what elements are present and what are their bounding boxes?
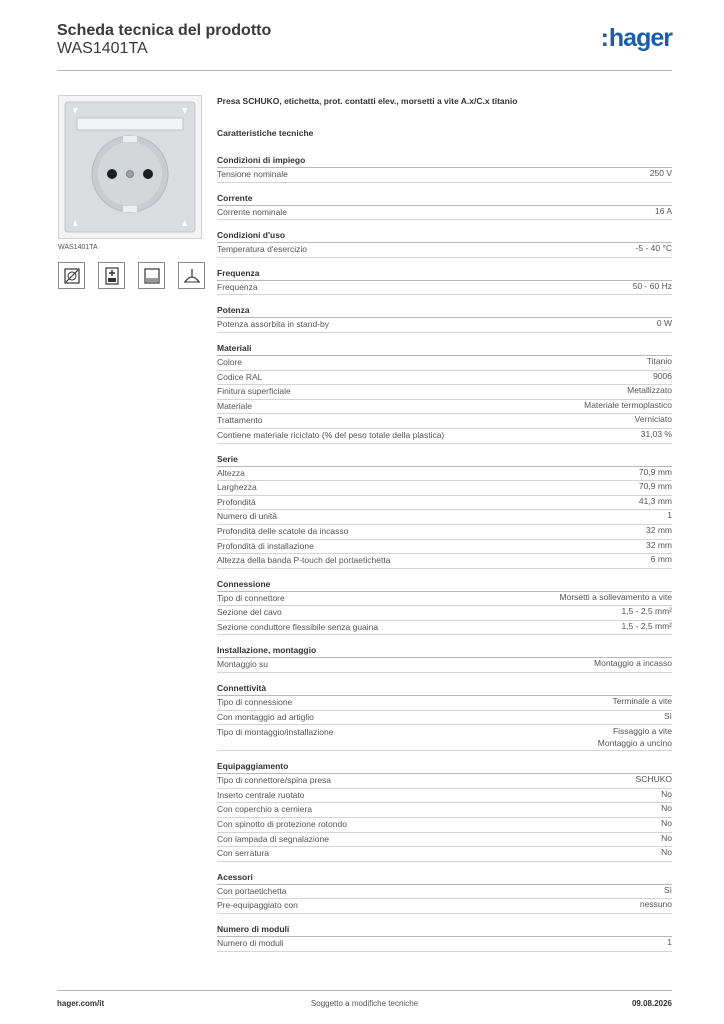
- spec-row: [217, 510, 672, 525]
- spec-value: [667, 510, 672, 524]
- spec-label: Con lampada di segnalazione: [217, 833, 329, 844]
- spec-value: [639, 496, 672, 510]
- spec-value: [560, 592, 672, 606]
- spec-value-line: Montaggio a uncino: [597, 737, 672, 748]
- spec-section: [217, 342, 672, 444]
- spec-value-line: Sì: [663, 884, 672, 895]
- spec-value: [655, 206, 672, 220]
- spec-value: [594, 658, 672, 672]
- spec-section: [217, 453, 672, 569]
- spec-value-line: No: [661, 847, 672, 858]
- spec-label: Pre-equipaggiato con: [217, 900, 298, 911]
- spec-value: [636, 774, 672, 788]
- product-image: [58, 95, 202, 239]
- product-code: WAS1401TA: [57, 40, 148, 57]
- spec-label: Montaggio su: [217, 659, 269, 670]
- spec-row: [217, 385, 672, 400]
- spec-row: [217, 725, 672, 751]
- spec-value-line: nessuno: [639, 899, 672, 910]
- page-title: Scheda tecnica del prodotto: [57, 22, 272, 39]
- spec-row: [217, 467, 672, 482]
- spec-row: [217, 789, 672, 804]
- spec-value-line: Terminale a vite: [612, 696, 672, 707]
- spec-value-line: No: [661, 803, 672, 814]
- spec-row: [217, 818, 672, 833]
- spec-label: Altezza: [217, 467, 245, 478]
- spec-label: Materiale: [217, 400, 252, 411]
- spec-value-line: Morsetti a sollevamento a vite: [559, 591, 672, 602]
- screw-terminal-icon: [178, 262, 205, 289]
- spec-label: Con serratura: [217, 848, 269, 859]
- spec-label: Finitura superficiale: [217, 386, 291, 397]
- spec-value: [627, 385, 672, 399]
- spec-row: [217, 496, 672, 511]
- spec-row: [217, 400, 672, 415]
- spec-value: [639, 481, 672, 495]
- spec-row: [217, 592, 672, 607]
- spec-value: [636, 243, 672, 257]
- section-title: Serie: [217, 453, 672, 467]
- footer-website: hager.com/it: [57, 999, 105, 1008]
- spec-value-line: Verniciato: [634, 414, 672, 425]
- image-caption: WAS1401TA: [58, 244, 98, 251]
- spec-label: Inserto centrale ruotato: [217, 789, 305, 800]
- spec-row: [217, 481, 672, 496]
- spec-value-line: Montaggio a incasso: [594, 658, 672, 669]
- section-title: Potenza: [217, 304, 672, 318]
- spec-row: [217, 318, 672, 333]
- spec-row: [217, 206, 672, 221]
- spec-row: [217, 774, 672, 789]
- spec-label: Profondità delle scatole da incasso: [217, 525, 349, 536]
- spec-row: [217, 885, 672, 900]
- hager-logo: :hager: [600, 24, 672, 52]
- spec-section: [217, 871, 672, 914]
- spec-value: [633, 281, 672, 295]
- spec-sections: [217, 154, 672, 952]
- section-title: Connettività: [217, 682, 672, 696]
- footer-date: 09.08.2026: [631, 999, 672, 1008]
- spec-value: [639, 467, 672, 481]
- spec-value: [640, 899, 672, 913]
- spec-row: [217, 281, 672, 296]
- spec-row: [217, 658, 672, 673]
- section-title: Condizioni d'uso: [217, 229, 672, 243]
- spec-value: [661, 833, 672, 847]
- spec-value: [584, 400, 672, 414]
- spec-value: [647, 356, 672, 370]
- spec-value-line: -5 - 40 °C: [635, 243, 672, 254]
- spec-row: [217, 899, 672, 914]
- spec-value: [667, 937, 672, 951]
- spec-label: Frequenza: [217, 281, 258, 292]
- logo-text: hager: [608, 24, 672, 52]
- spec-section: [217, 304, 672, 333]
- spec-label: Con portaetichetta: [217, 885, 287, 896]
- spec-row: [217, 803, 672, 818]
- spec-section: [217, 578, 672, 636]
- spec-value-line: SCHUKO: [635, 774, 672, 785]
- spec-content: [217, 96, 672, 961]
- spec-value: [598, 726, 672, 749]
- page-footer: [57, 990, 672, 1013]
- spec-value-line: Fissaggio a vite: [612, 726, 672, 737]
- spec-value-line: Sì: [663, 710, 672, 721]
- spec-value: [650, 168, 672, 182]
- spec-section: [217, 229, 672, 258]
- spec-row: [217, 429, 672, 444]
- spec-section: [217, 760, 672, 862]
- spec-value: [661, 818, 672, 832]
- feature-icons: [58, 262, 205, 289]
- spec-section: [217, 267, 672, 296]
- spec-value-line: Materiale termoplastico: [584, 399, 672, 410]
- spec-value-line: 32 mm: [646, 524, 672, 535]
- spec-section: [217, 154, 672, 183]
- section-title: Materiali: [217, 342, 672, 356]
- spec-label: Con coperchio a cerniera: [217, 804, 312, 815]
- spec-row: [217, 168, 672, 183]
- spec-label: Con spinotto di protezione rotondo: [217, 819, 347, 830]
- spec-label: Altezza della banda P-touch del portaetichetta: [217, 555, 391, 566]
- spec-label: Tipo di connettore/spina presa: [217, 775, 332, 786]
- spec-row: [217, 621, 672, 636]
- spec-row: [217, 606, 672, 621]
- spec-value: [612, 696, 672, 710]
- spec-value-line: 1,5 - 2,5 mm²: [621, 606, 672, 617]
- spec-label: Codice RAL: [217, 371, 263, 382]
- spec-section: [217, 923, 672, 952]
- spec-row: [217, 711, 672, 726]
- spec-label: Sezione conduttore flessibile senza guaina: [217, 621, 379, 632]
- spec-label: Tipo di montaggio/installazione: [217, 727, 334, 738]
- spec-value: [661, 803, 672, 817]
- spec-label: Potenza assorbita in stand-by: [217, 319, 329, 330]
- spec-value-line: 1: [667, 937, 672, 947]
- spec-value-line: 70,9 mm: [638, 481, 672, 492]
- spec-label: Tipo di connessione: [217, 697, 293, 708]
- spec-value: [646, 540, 672, 554]
- spec-label: Trattamento: [217, 415, 263, 426]
- spec-label: Numero di unità: [217, 511, 278, 522]
- label-holder-icon: [138, 262, 165, 289]
- spec-row: [217, 554, 672, 569]
- spec-value-line: 41,3 mm: [638, 495, 672, 506]
- spec-row: [217, 696, 672, 711]
- spec-value-line: Titanio: [646, 355, 672, 366]
- spec-value: [621, 606, 672, 620]
- spec-value-line: 1,5 - 2,5 mm²: [621, 620, 672, 631]
- safety-shutter-icon: [58, 262, 85, 289]
- spec-row: [217, 847, 672, 862]
- spec-value: [653, 371, 672, 385]
- spec-label: Temperatura d'esercizio: [217, 244, 307, 255]
- spec-label: Tensione nominale: [217, 169, 288, 179]
- section-title: Frequenza: [217, 267, 672, 281]
- spec-row: [217, 414, 672, 429]
- spec-label: Contiene materiale riciclato (% del peso totale della plastica): [217, 429, 445, 440]
- spec-section: [217, 682, 672, 751]
- spec-value-line: 16 A: [654, 205, 672, 216]
- spec-value: [661, 789, 672, 803]
- spec-value: [664, 711, 672, 725]
- spec-row: [217, 525, 672, 540]
- section-title: Installazione, montaggio: [217, 644, 672, 658]
- spec-value-line: 6 mm: [650, 554, 672, 565]
- spec-value-line: 9006: [653, 370, 672, 381]
- spec-label: Numero di moduli: [217, 938, 284, 948]
- spec-row: [217, 833, 672, 848]
- section-title: Acessori: [217, 871, 672, 885]
- schuko-socket-image: [59, 96, 201, 238]
- footer-note: Soggetto a modifiche tecniche: [310, 999, 419, 1008]
- spec-value-line: 250 V: [649, 168, 672, 178]
- plug-protection-icon: [98, 262, 125, 289]
- spec-value: [651, 554, 672, 568]
- spec-value: [646, 525, 672, 539]
- spec-label: Tipo di connettore: [217, 592, 285, 603]
- spec-label: Con montaggio ad artiglio: [217, 711, 314, 722]
- spec-label: Profondità di installazione: [217, 540, 314, 551]
- characteristics-title: Caratteristiche tecniche: [217, 128, 314, 138]
- spec-value-line: 32 mm: [646, 539, 672, 550]
- spec-row: [217, 356, 672, 371]
- spec-section: [217, 644, 672, 673]
- spec-value-line: 70,9 mm: [638, 466, 672, 477]
- spec-label: Larghezza: [217, 482, 257, 493]
- spec-value: [621, 621, 672, 635]
- spec-value: [635, 414, 672, 428]
- spec-value-line: Metallizzato: [627, 385, 672, 396]
- section-title: Numero di moduli: [217, 923, 672, 937]
- spec-value-line: 1: [667, 510, 672, 521]
- spec-value: [661, 847, 672, 861]
- section-title: Equipaggiamento: [217, 760, 672, 774]
- spec-row: [217, 371, 672, 386]
- spec-row: [217, 937, 672, 952]
- product-description: Presa SCHUKO, etichetta, prot. contatti elev., morsetti a vite A.x/C.x titanio: [217, 96, 518, 106]
- section-title: Corrente: [217, 192, 672, 206]
- spec-label: Sezione del cavo: [217, 607, 282, 618]
- spec-value-line: 31,03 %: [640, 428, 672, 439]
- spec-label: Corrente nominale: [217, 206, 287, 217]
- section-title: Condizioni di impiego: [217, 154, 672, 168]
- spec-label: Colore: [217, 356, 243, 367]
- spec-row: [217, 243, 672, 258]
- spec-value-line: No: [661, 818, 672, 829]
- spec-label: Profondità: [217, 496, 256, 507]
- spec-value-line: No: [661, 832, 672, 843]
- spec-value: [641, 429, 672, 443]
- spec-value-line: 0 W: [656, 318, 672, 329]
- spec-value-line: 50 - 60 Hz: [632, 280, 672, 291]
- page-header: [57, 18, 672, 71]
- spec-value: [657, 318, 672, 332]
- spec-section: [217, 192, 672, 221]
- spec-row: [217, 540, 672, 555]
- spec-value-line: No: [661, 788, 672, 799]
- spec-value: [664, 885, 672, 899]
- section-title: Connessione: [217, 578, 672, 592]
